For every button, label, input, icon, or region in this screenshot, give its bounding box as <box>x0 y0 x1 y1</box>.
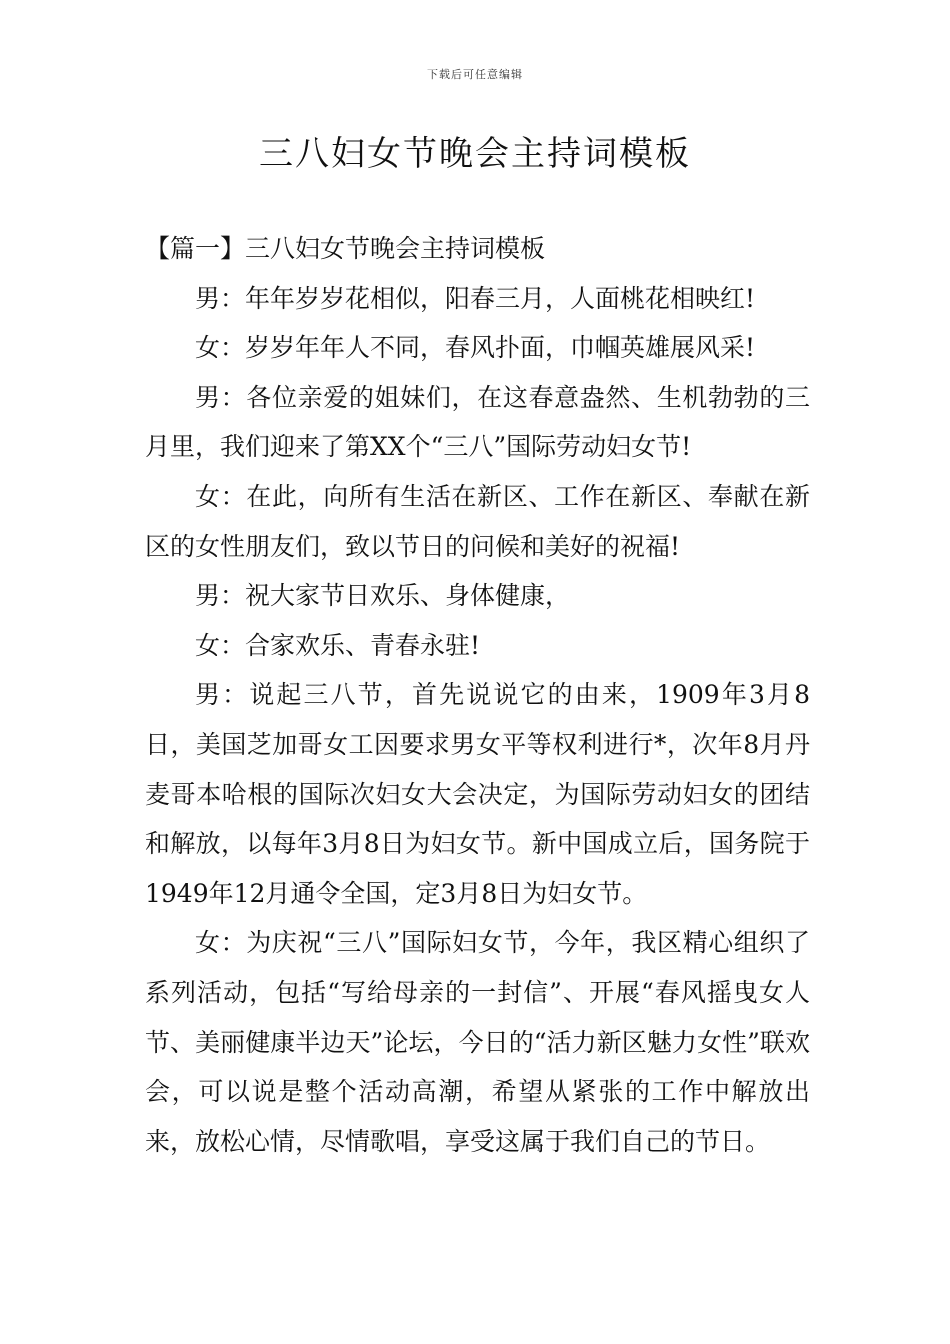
document-body <box>145 224 810 1166</box>
paragraph: 男：说起三八节，首先说说它的由来，1909年3月8日，美国芝加哥女工因要求男女平等权利进行*，次年8月丹麦哥本哈根的国际次妇女大会决定，为国际劳动妇女的团结和解放，以每年3月8日为妇女节。新中国成立后，国务院于1949年12月通令全国，定3月8日为妇女节。 <box>145 680 810 908</box>
header-note: 下载后可任意编辑 <box>427 68 523 81</box>
section-heading: 【篇一】三八妇女节晚会主持词模板 <box>145 234 546 263</box>
paragraph: 女：为庆祝“三八”国际妇女节，今年，我区精心组织了系列活动，包括“写给母亲的一封信”、开展“春风摇曳女人节、美丽健康半边天”论坛，今日的“活力新区魅力女性”联欢会，可以说是整个活动高潮，希望从紧张的工作中解放出来，放松心情，尽情歌唱，享受这属于我们自己的节日。 <box>145 928 810 1156</box>
paragraph: 女：在此，向所有生活在新区、工作在新区、奉献在新区的女性朋友们，致以节日的问候和美好的祝福! <box>145 481 810 561</box>
document-title: 三八妇女节晚会主持词模板 <box>259 134 691 174</box>
paragraph: 女：岁岁年年人不同，春风扑面，巾帼英雄展风采! <box>195 333 756 363</box>
paragraph: 男：各位亲爱的姐妹们，在这春意盎然、生机勃勃的三月里，我们迎来了第XX个“三八”国际劳动妇女节! <box>145 382 810 462</box>
paragraph: 男：祝大家节日欢乐、身体健康， <box>195 581 571 611</box>
paragraph: 男：年年岁岁花相似，阳春三月，人面桃花相映红! <box>195 283 756 313</box>
paragraph: 女：合家欢乐、青春永驻! <box>195 630 481 660</box>
